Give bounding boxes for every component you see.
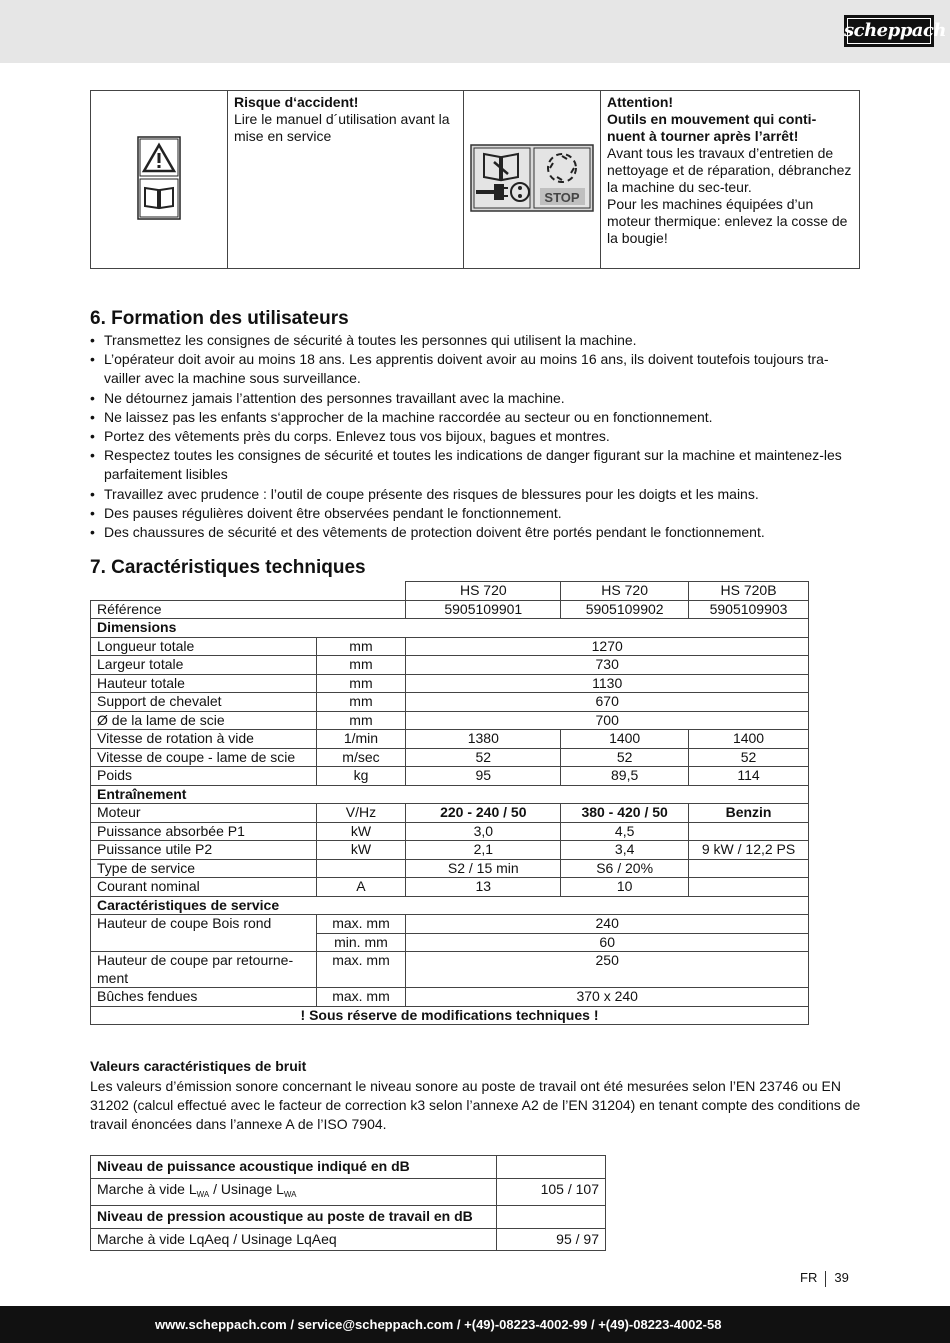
list-item: • Respectez toutes les consignes de sécurité et toutes les indications de danger figurant sur la machine et maintenez-les parfaitement lisibles [90,446,865,484]
table-row [91,988,809,1007]
cell-value: S2 / 15 min [406,859,561,878]
warning-icon-cell [91,91,228,269]
warning-left-text [228,91,464,269]
row-label: Support de chevalet [91,693,317,712]
section7-title: 7. Caractéristiques techniques [90,557,366,578]
row-label: Vitesse de coupe - lame de scie [91,748,317,767]
cell-value: 380 - 420 / 50 [561,804,689,823]
row-label: Hauteur de coupe Bois rond [91,915,317,952]
list-item: • Transmettez les consignes de sécurité à toutes les personnes qui utilisent la machine. [90,331,865,350]
table-row [91,619,809,638]
table-row [91,711,809,730]
model-header: HS 720 [406,582,561,601]
unplug-stop-icon [470,144,594,212]
cell-value: 10 [561,878,689,897]
warning-right-subtitle: Outils en mouvement qui conti-nuent à tourner après l’arrêt! [607,111,817,144]
cell-value: 1380 [406,730,561,749]
row-unit [316,859,406,878]
cell-value: 13 [406,878,561,897]
language-code: FR [800,1270,818,1285]
row-unit: 1/min [316,730,406,749]
list-item: • Ne détournez jamais l’attention des personnes travaillant avec la machine. [90,389,865,408]
row-unit: min. mm [316,933,406,952]
row-unit: max. mm [316,952,406,988]
row-label: Bûches fendues [91,988,317,1007]
table-row [91,822,809,841]
cell-value [689,878,809,897]
list-item: • Des chaussures de sécurité et des vêtements de protection doivent être portés pendant le fonctionnement. [90,523,865,542]
page-footer [800,1270,849,1287]
warning-manual-icon [137,136,181,220]
warning-left-title: Risque d‘accident! [234,94,359,110]
table-row [91,600,809,619]
cell-value: 240 [406,915,809,934]
row-unit: V/Hz [316,804,406,823]
list-item: • L’opérateur doit avoir au moins 18 ans. Les apprentis doivent avoir au moins 16 ans, ils doivent toutefois toujours tra-vailler avec la machine sous surveillance. [90,350,865,388]
table-row [91,896,809,915]
table-row [91,582,809,601]
page-number: 39 [834,1270,849,1285]
table-row [91,748,809,767]
cell-value: 5905109902 [561,600,689,619]
noise-pressure-header: Niveau de pression acoustique au poste de travail en dB [91,1206,497,1229]
cell-value: 5905109903 [689,600,809,619]
table-row [91,767,809,786]
contact-text: www.scheppach.com / service@scheppach.com / +(49)-08223-4002-99 / +(49)-08223-4002-58 [155,1317,722,1332]
table-row [91,841,809,860]
row-unit: mm [316,656,406,675]
contact-bar [0,1306,950,1343]
table-row [91,952,809,988]
cell-value: 95 [406,767,561,786]
table-row [91,1178,606,1206]
list-item: • Portez des vêtements près du corps. Enlevez tous vos bijoux, bagues et montres. [90,427,865,446]
row-label: Référence [91,600,406,619]
cell-value: 220 - 240 / 50 [406,804,561,823]
maintenance-icon-cell [464,91,601,269]
cell-value: 2,1 [406,841,561,860]
table-note: ! Sous réserve de modifications techniques ! [91,1006,809,1025]
cell-value: 3,4 [561,841,689,860]
specs-table [90,581,809,1025]
cell-value: 52 [561,748,689,767]
table-row [91,804,809,823]
warning-left-body: Lire le manuel d´utilisation avant la mise en service [234,111,450,144]
cell-value: 52 [406,748,561,767]
noise-text: Les valeurs d’émission sonore concernant le niveau sonore au poste de travail ont été mesurées selon l’EN 23746 ou EN 31202 (calcul effectué avec le facteur de correction k3 selon l’annexe A2 de l’EN 31204) en tenant compte des conditions de travail énoncées dans l’annexe A de l’ISO 7904. [90,1078,861,1133]
row-unit: kW [316,841,406,860]
cell-value: 60 [406,933,809,952]
table-row [91,859,809,878]
row-label: Longueur totale [91,637,317,656]
cell-value: 114 [689,767,809,786]
divider [825,1271,826,1287]
cell-value [689,859,809,878]
row-unit: mm [316,711,406,730]
cell-value: 3,0 [406,822,561,841]
warning-right-body2: Pour les machines équipées d’un moteur thermique: enlevez la cosse de la bougie! [607,196,848,246]
table-row [91,693,809,712]
row-label: Puissance utile P2 [91,841,317,860]
row-label: Hauteur totale [91,674,317,693]
warning-table [90,90,860,269]
noise-power-header: Niveau de puissance acoustique indiqué en dB [91,1156,497,1179]
noise-pressure-value: 95 / 97 [497,1228,606,1251]
noise-power-value: 105 / 107 [497,1178,606,1206]
header-bar [0,0,950,63]
model-header: HS 720B [689,582,809,601]
row-label: Courant nominal [91,878,317,897]
list-item: • Des pauses régulières doivent être observées pendant le fonctionnement. [90,504,865,523]
row-label: Type de service [91,859,317,878]
row-unit: mm [316,674,406,693]
row-label: Moteur [91,804,317,823]
cell-value: 1270 [406,637,809,656]
row-unit: max. mm [316,988,406,1007]
section6-bullets [90,331,865,542]
table-row [91,1206,606,1229]
table-row [91,1156,606,1179]
noise-table [90,1155,606,1251]
table-row [91,1006,809,1025]
cell-value: 4,5 [561,822,689,841]
row-unit: kW [316,822,406,841]
list-item: • Ne laissez pas les enfants s‘approcher de la machine raccordée au secteur ou en fonctionnement. [90,408,865,427]
cell-value: 700 [406,711,809,730]
list-item: • Travaillez avec prudence : l’outil de coupe présente des risques de blessures pour les doigts et les mains. [90,485,865,504]
cell-value [689,822,809,841]
row-label: Puissance absorbée P1 [91,822,317,841]
group-header: Caractéristiques de service [91,896,809,915]
cell-value: S6 / 20% [561,859,689,878]
row-label: Poids [91,767,317,786]
row-label: Vitesse de rotation à vide [91,730,317,749]
noise-power-label: Marche à vide $L_{WA}$ / Usinage $L_{WA}$ [91,1178,497,1206]
row-unit: mm [316,693,406,712]
section6-title: 6. Formation des utilisateurs [90,308,349,329]
cell-value: 1400 [561,730,689,749]
cell-value: 250 [406,952,809,988]
row-unit: A [316,878,406,897]
row-label: Ø de la lame de scie [91,711,317,730]
cell-value: 1130 [406,674,809,693]
noise-pressure-label: Marche à vide LqAeq / Usinage LqAeq [91,1228,497,1251]
table-row [91,730,809,749]
warning-right-text [601,91,860,269]
cell-value: 9 kW / 12,2 PS [689,841,809,860]
cell-value: 730 [406,656,809,675]
row-label: Hauteur de coupe par retourne-ment [91,952,317,988]
group-header: Dimensions [91,619,809,638]
table-row [91,637,809,656]
table-row [91,915,809,934]
noise-title: Valeurs caractéristiques de bruit [90,1058,307,1074]
table-row [91,785,809,804]
table-row [91,1228,606,1251]
table-row [91,674,809,693]
group-header: Entraînement [91,785,809,804]
model-header: HS 720 [561,582,689,601]
cell-value: 5905109901 [406,600,561,619]
cell-value: 52 [689,748,809,767]
cell-value: Benzin [689,804,809,823]
warning-right-body1: Avant tous les travaux d’entretien de nettoyage et de réparation, débranchez la machine du sec-teur. [607,145,852,195]
row-unit: mm [316,637,406,656]
warning-right-title: Attention! [607,94,674,110]
row-unit: m/sec [316,748,406,767]
row-label: Largeur totale [91,656,317,675]
row-unit: kg [316,767,406,786]
cell-value: 89,5 [561,767,689,786]
brand-logo: scheppach [844,15,934,47]
row-unit: max. mm [316,915,406,934]
cell-value: 1400 [689,730,809,749]
cell-value: 670 [406,693,809,712]
cell-value: 370 x 240 [406,988,809,1007]
table-row [91,656,809,675]
stop-label: STOP [544,189,580,205]
table-row [91,878,809,897]
